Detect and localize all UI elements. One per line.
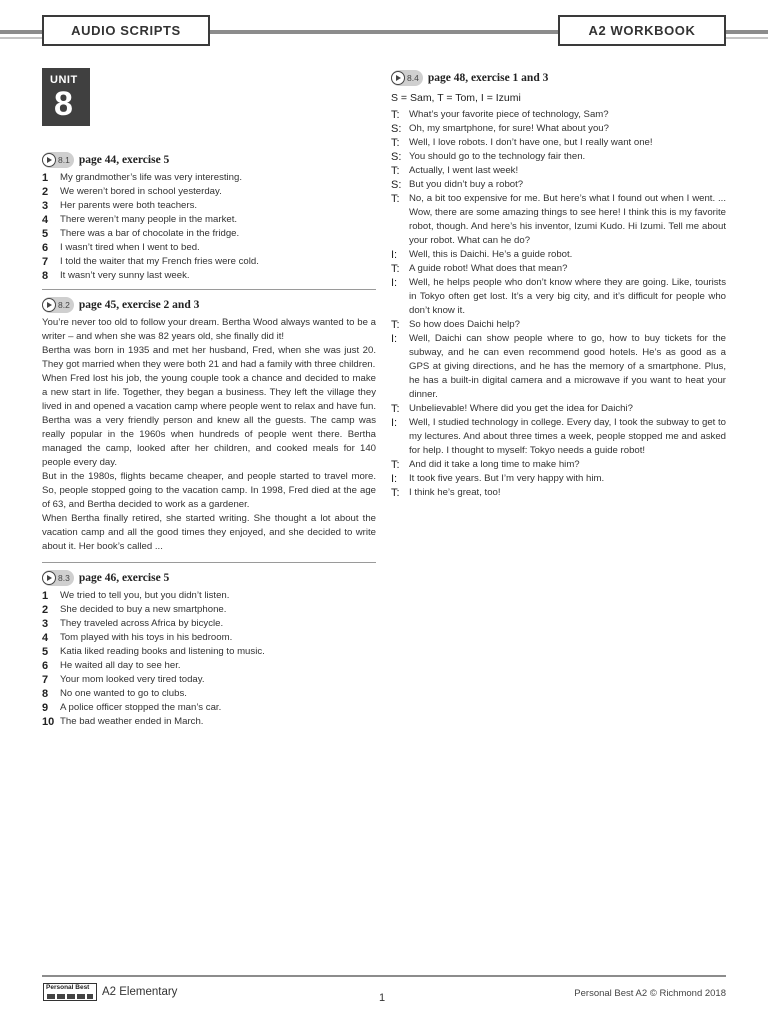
list-item [42,715,376,729]
play-icon[interactable] [42,571,56,585]
item-number: 10 [42,716,55,728]
item-text: Tom played with his toys in his bedroom. [60,632,233,643]
section-header-8-2 [42,296,376,314]
paragraph: Bertha was born in 1935 and met her husband, Fred, when she was just 20. They got married when they were both 21 and had a family with three children. [42,345,376,370]
speaker: I: [391,333,398,345]
list-item [42,631,376,645]
list-item [42,227,376,241]
section-title: page 45, exercise 2 and 3 [78,299,200,311]
track-number: 8.4 [407,73,419,83]
line-text: Well, I love robots. I don’t have one, but I really want one! [409,137,653,148]
item-number: 5 [42,228,49,240]
dialogue-line [391,458,726,472]
item-text: There weren’t many people in the market. [60,214,238,225]
item-number: 1 [42,172,49,184]
item-text: I wasn’t tired when I went to bed. [60,242,200,253]
paragraph: You’re never too old to follow your dream. Bertha Wood always wanted to be a writer – and when she was 82 years old, she finally did it! [42,317,376,342]
item-number: 7 [42,674,49,686]
list-item [42,255,376,269]
line-text: Unbelievable! Where did you get the idea for Daichi? [409,403,633,414]
speaker: I: [391,249,398,261]
item-number: 4 [42,632,49,644]
dialogue-line [391,486,726,500]
dialogue-line [391,178,726,192]
cast-list: S = Sam, T = Tom, I = Izumi [391,92,521,104]
list-item [42,171,376,185]
line-text: A guide robot! What does that mean? [409,263,568,274]
speaker: T: [391,165,400,177]
speaker: I: [391,417,398,429]
unit-label: UNIT [50,74,78,86]
numbered-list-8-3 [42,589,376,729]
numbered-list-8-1 [42,171,376,283]
speaker: T: [391,319,400,331]
dialogue-line [391,192,726,248]
list-item [42,603,376,617]
logo-stripes [47,994,93,999]
item-number: 7 [42,256,49,268]
dialogue-line [391,150,726,164]
right-column [391,69,726,500]
line-text: Well, I studied technology in college. Every day, I took the subway to get to my lectures. And about three times a week, people stopped me and asked for help. I thought to myself: Tokyo needs a guide robot! [409,417,726,456]
line-text: What’s your favorite piece of technology, Sam? [409,109,609,120]
item-text: They traveled across Africa by bicycle. [60,618,224,629]
list-item [42,617,376,631]
item-text: A police officer stopped the man’s car. [60,702,222,713]
header-rule-right [726,30,768,34]
item-number: 8 [42,270,49,282]
play-icon[interactable] [42,298,56,312]
list-item [42,589,376,603]
item-text: There was a bar of chocolate in the fridge. [60,228,240,239]
dialogue-line [391,332,726,402]
speaker: T: [391,459,400,471]
item-text: We weren’t bored in school yesterday. [60,186,222,197]
section-title: page 46, exercise 5 [78,572,170,584]
section-title: page 48, exercise 1 and 3 [427,72,549,84]
item-text: He waited all day to see her. [60,660,181,671]
list-item [42,673,376,687]
audio-track-badge[interactable] [42,570,74,586]
speaker: I: [391,473,398,485]
footer-rule [42,975,726,977]
paragraph: But in the 1980s, flights became cheaper, and people started to travel more. So, people stopped going to the vacation camp. In 1998, Fred died at the age of 63, and Bertha decided to work as a gardener. [42,471,376,510]
audio-track-badge[interactable] [42,297,74,313]
page-number: 1 [379,992,386,1004]
item-text: No one wanted to go to clubs. [60,688,187,699]
section-divider [42,562,376,563]
dialogue-line [391,318,726,332]
speaker: T: [391,403,400,415]
item-text: Her parents were both teachers. [60,200,198,211]
unit-number: 8 [54,85,73,123]
list-item [42,185,376,199]
dialogue-line [391,416,726,458]
item-text: My grandmother’s life was very interesting. [60,172,243,183]
audio-track-badge[interactable] [391,70,423,86]
item-number: 2 [42,186,49,198]
section-title: page 44, exercise 5 [78,154,170,166]
item-number: 1 [42,590,49,602]
item-text: Katia liked reading books and listening to music. [60,646,265,657]
list-item [42,645,376,659]
line-text: And did it take a long time to make him? [409,459,580,470]
play-icon[interactable] [391,71,405,85]
list-item [42,659,376,673]
section-header-8-1 [42,151,376,169]
line-text: Well, he helps people who don’t know where they are going. Like, tourists in Tokyo often get lost. It’s a very big city, and it’s difficult for people who don’t know it. [409,277,726,316]
item-number: 9 [42,702,49,714]
item-number: 8 [42,688,49,700]
speaker: I: [391,277,398,289]
footer-copyright: Personal Best A2 © Richmond 2018 [574,988,726,999]
unit-badge [42,68,90,126]
line-text: No, a bit too expensive for me. But here’s what I found out when I went. ... Wow, there are some amazing things to see here! I think this is my favorite robot, though. And here’s his inventor, Izumi Kudo. Hi Izumi. Tell me about your robot. What can he do? [409,193,726,246]
header-rule-right-thin [726,37,768,39]
personal-best-logo [43,983,97,1001]
list-item [42,687,376,701]
speaker: T: [391,137,400,149]
list-item [42,199,376,213]
speaker: S: [391,151,402,163]
header-rule-left [0,30,42,34]
section-header-8-3 [42,569,376,587]
speaker: T: [391,109,400,121]
speaker: T: [391,263,400,275]
play-icon[interactable] [42,153,56,167]
list-item [42,701,376,715]
paragraph: When Fred lost his job, the young couple took a chance and decided to make a new start in life. Together, they began a business. They left the village they lived in and opened a vacation camp where people went to relax and have fun. Bertha was a very friendly person and knew all the guests. The camp was really popular in the 1960s when hundreds of people went there. Bertha managed the camp, looked after her children, and cooked meals for 140 people every day. [42,373,376,468]
item-number: 6 [42,242,49,254]
item-text: It wasn’t very sunny last week. [60,270,190,281]
line-text: But you didn’t buy a robot? [409,179,524,190]
line-text: So how does Daichi help? [409,319,520,330]
header-rule-left-thin [0,37,42,39]
speaker: S: [391,123,402,135]
header-audio-scripts: AUDIO SCRIPTS [42,15,210,46]
item-number: 3 [42,618,49,630]
item-number: 5 [42,646,49,658]
item-text: Your mom looked very tired today. [60,674,205,685]
section-header-8-4 [391,69,726,87]
item-number: 3 [42,200,49,212]
header-workbook: A2 WORKBOOK [558,15,726,46]
track-number: 8.1 [58,155,70,165]
dialogue-line [391,108,726,122]
item-text: We tried to tell you, but you didn’t listen. [60,590,230,601]
list-item [42,241,376,255]
story-text-8-2 [42,316,376,554]
dialogue-line [391,248,726,262]
list-item [42,269,376,283]
dialogue-line [391,276,726,318]
line-text: I think he’s great, too! [409,487,501,498]
item-text: She decided to buy a new smartphone. [60,604,227,615]
line-text: Well, this is Daichi. He’s a guide robot. [409,249,573,260]
footer-level: A2 Elementary [102,986,178,998]
dialogue-line [391,472,726,486]
track-number: 8.3 [58,573,70,583]
section-divider [42,289,376,290]
item-text: The bad weather ended in March. [60,716,204,727]
item-text: I told the waiter that my French fries were cold. [60,256,259,267]
left-column [42,151,376,729]
dialogue-line [391,164,726,178]
line-text: It took five years. But I’m very happy with him. [409,473,605,484]
dialogue-8-4 [391,108,726,500]
line-text: You should go to the technology fair then. [409,151,586,162]
line-text: Well, Daichi can show people where to go, how to buy tickets for the subway, and he can even recommend good hotels. He’s as good as a GPS at giving directions, and he has the memory of a smartphone. Plus, he has a built-in digital camera and a microwave if you want to heat your dinner. [409,333,726,400]
dialogue-line [391,402,726,416]
dialogue-line [391,262,726,276]
dialogue-line [391,136,726,150]
item-number: 2 [42,604,49,616]
list-item [42,213,376,227]
speaker: T: [391,487,400,499]
line-text: Actually, I went last week! [409,165,519,176]
speaker: S: [391,179,402,191]
line-text: Oh, my smartphone, for sure! What about you? [409,123,609,134]
track-number: 8.2 [58,300,70,310]
logo-text: Personal Best [46,984,90,991]
speaker: T: [391,193,400,205]
item-number: 6 [42,660,49,672]
audio-track-badge[interactable] [42,152,74,168]
item-number: 4 [42,214,49,226]
header-rule-center [210,30,558,34]
dialogue-line [391,122,726,136]
paragraph: When Bertha finally retired, she started writing. She thought a lot about the vacation camp and all the good times they enjoyed, and she decided to write about it. Her book’s called ... [42,513,376,552]
